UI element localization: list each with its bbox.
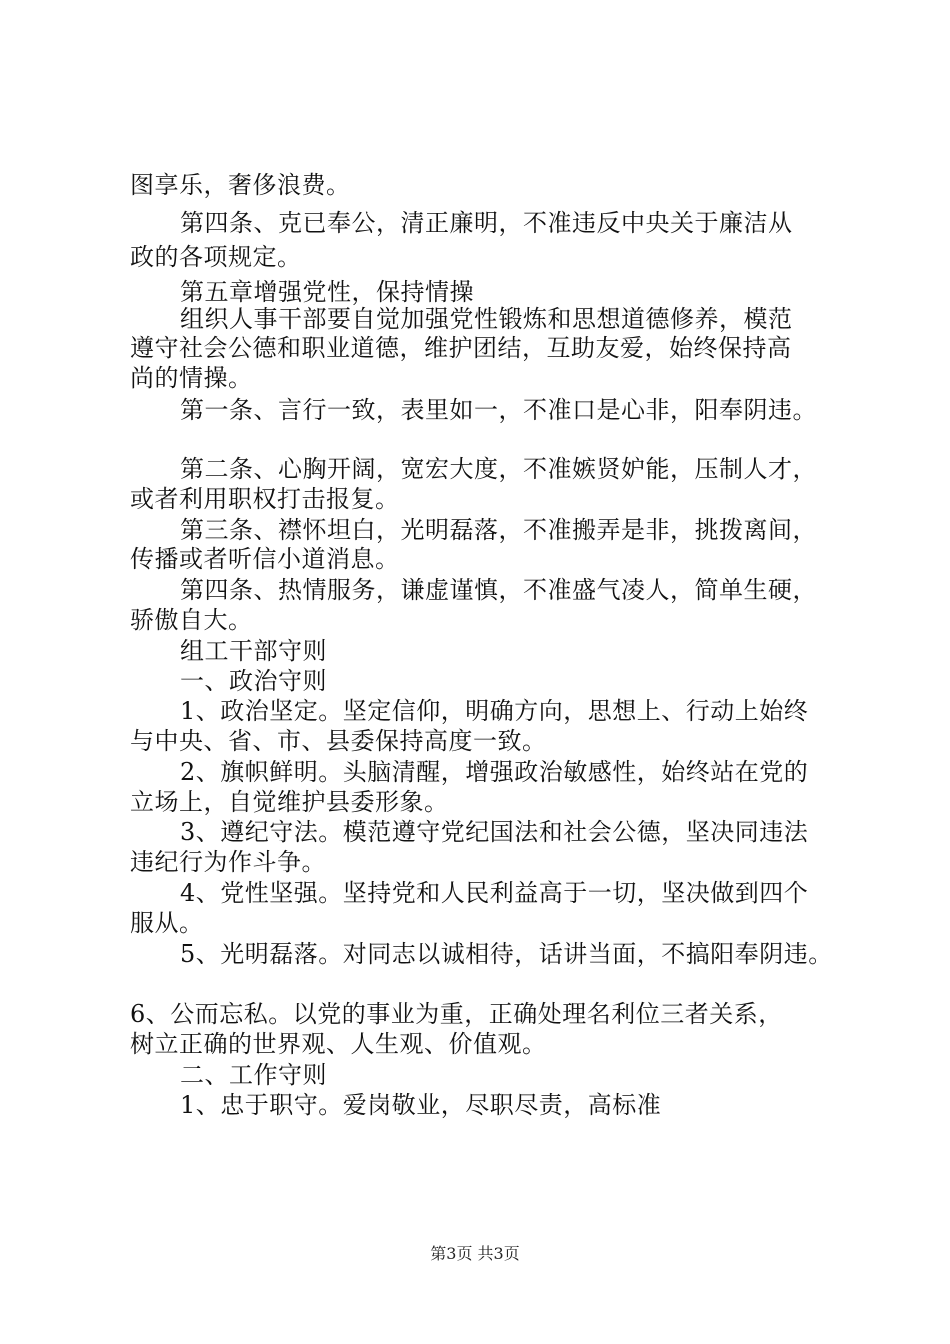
body-text-line: 服从。: [130, 909, 204, 937]
body-text-line: 1、忠于职守。爱岗敬业，尽职尽责，高标准: [180, 1091, 662, 1119]
section-heading: 二、工作守则: [180, 1061, 327, 1089]
body-text-line: 第一条、言行一致，表里如一，不准口是心非，阳奉阴违。: [180, 396, 817, 424]
body-text-line: 政的各项规定。: [130, 243, 302, 271]
page-number-footer: 第3页 共3页: [430, 1244, 520, 1263]
body-text-line: 与中央、省、市、县委保持高度一致。: [130, 727, 547, 755]
body-text-line: 立场上，自觉维护县委形象。: [130, 788, 449, 816]
body-text-line: 图享乐，奢侈浪费。: [130, 171, 351, 199]
body-text-line: 第四条、热情服务，谦虚谨慎，不准盛气凌人，简单生硬，: [180, 576, 817, 604]
body-text-line: 传播或者听信小道消息。: [130, 545, 400, 573]
section-heading: 一、政治守则: [180, 667, 327, 695]
body-text-line: 或者利用职权打击报复。: [130, 485, 400, 513]
body-text-line: 6、公而忘私。以党的事业为重，正确处理名利位三者关系，: [130, 1000, 783, 1028]
body-text-line: 第二条、心胸开阔，宽宏大度，不准嫉贤妒能，压制人才，: [180, 455, 817, 483]
body-text-line: 3、遵纪守法。模范遵守党纪国法和社会公德，坚决同违法: [180, 818, 809, 846]
body-text-line: 遵守社会公德和职业道德，维护团结，互助友爱，始终保持高: [130, 334, 792, 362]
body-text-line: 尚的情操。: [130, 364, 253, 392]
body-text-line: 4、党性坚强。坚持党和人民利益高于一切，坚决做到四个: [180, 879, 809, 907]
section-heading: 第五章增强党性，保持情操: [180, 278, 474, 306]
body-text-line: 1、政治坚定。坚定信仰，明确方向，思想上、行动上始终: [180, 697, 809, 725]
body-text-line: 组织人事干部要自觉加强党性锻炼和思想道德修养，模范: [180, 305, 793, 333]
body-text-line: 违纪行为作斗争。: [130, 848, 326, 876]
body-text-line: 第四条、克已奉公，清正廉明，不准违反中央关于廉洁从: [180, 209, 793, 237]
body-text-line: 树立正确的世界观、人生观、价值观。: [130, 1030, 547, 1058]
body-text-line: 2、旗帜鲜明。头脑清醒，增强政治敏感性，始终站在党的: [180, 758, 809, 786]
body-text-line: 5、光明磊落。对同志以诚相待，话讲当面，不搞阳奉阴违。: [180, 940, 833, 968]
body-text-line: 第三条、襟怀坦白，光明磊落，不准搬弄是非，挑拨离间，: [180, 516, 817, 544]
body-text-line: 骄傲自大。: [130, 606, 253, 634]
section-heading: 组工干部守则: [180, 637, 327, 665]
